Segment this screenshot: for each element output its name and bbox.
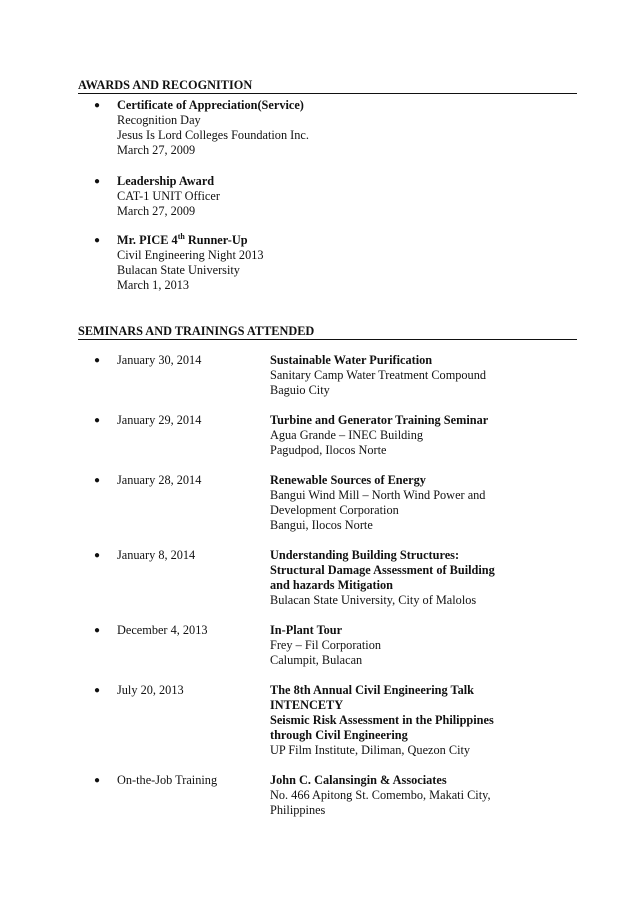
bullet-icon: ● [94,355,101,366]
seminar-title: through Civil Engineering [270,728,408,742]
seminar-details [270,413,488,458]
seminar-line: Bulacan State University, City of Malolos [270,593,477,607]
bullet-icon: ● [94,415,101,426]
seminar-title: Seismic Risk Assessment in the Philippines [270,713,494,727]
seminar-date: January 30, 2014 [117,353,202,367]
award-line: Recognition Day [117,113,201,127]
bullet-icon: ● [94,176,101,187]
seminar-details [270,473,485,533]
bullet-icon: ● [94,475,101,486]
award-title: Leadership Award [117,174,215,188]
seminar-title: and hazards Mitigation [270,578,393,592]
seminar-date: On-the-Job Training [117,773,218,787]
award-title: Mr. PICE 4th Runner-Up [117,232,248,247]
award-title: Certificate of Appreciation(Service) [117,98,304,112]
bullet-icon: ● [94,685,101,696]
award-line: Civil Engineering Night 2013 [117,248,264,262]
seminar-line: Sanitary Camp Water Treatment Compound [270,368,487,382]
seminar-title: Structural Damage Assessment of Building [270,563,495,577]
seminar-line: Development Corporation [270,503,399,517]
seminar-line: Pagudpod, Ilocos Norte [270,443,387,457]
seminar-date: July 20, 2013 [117,683,184,697]
seminar-line: Bangui, Ilocos Norte [270,518,373,532]
seminar-line: Philippines [270,803,326,817]
seminar-details [270,623,381,668]
seminar-details [270,773,491,818]
seminar-line: Agua Grande – INEC Building [270,428,424,442]
seminar-line: Calumpit, Bulacan [270,653,363,667]
seminar-title: INTENCETY [270,698,344,712]
seminar-line: Bangui Wind Mill – North Wind Power and [270,488,486,502]
award-line: March 1, 2013 [117,278,190,292]
seminar-title: Understanding Building Structures: [270,548,460,562]
award-line: March 27, 2009 [117,143,196,157]
bullet-icon: ● [94,775,101,786]
bullet-icon: ● [94,100,101,111]
seminar-line: Frey – Fil Corporation [270,638,382,652]
award-item [117,233,264,293]
seminar-title: Sustainable Water Purification [270,353,433,367]
seminar-title: John C. Calansingin & Associates [270,773,447,787]
award-line: Jesus Is Lord Colleges Foundation Inc. [117,128,309,142]
seminar-date: December 4, 2013 [117,623,208,637]
bullet-icon: ● [94,235,101,246]
seminar-title: The 8th Annual Civil Engineering Talk [270,683,474,697]
seminar-details [270,683,494,758]
award-item [117,174,220,219]
seminar-details [270,548,495,608]
seminar-date: January 28, 2014 [117,473,202,487]
seminar-details [270,353,486,398]
award-line: March 27, 2009 [117,204,196,218]
seminar-line: UP Film Institute, Diliman, Quezon City [270,743,471,757]
bullet-icon: ● [94,625,101,636]
award-line: CAT-1 UNIT Officer [117,189,220,203]
seminar-line: No. 466 Apitong St. Comembo, Makati City, [270,788,491,802]
seminar-line: Baguio City [270,383,330,397]
award-item [117,98,309,158]
seminar-title: Renewable Sources of Energy [270,473,426,487]
bullet-icon: ● [94,550,101,561]
seminar-title: Turbine and Generator Training Seminar [270,413,489,427]
seminar-title: In-Plant Tour [270,623,343,637]
awards-section-title: AWARDS AND RECOGNITION [78,78,577,94]
seminars-section-title: SEMINARS AND TRAININGS ATTENDED [78,324,577,340]
award-line: Bulacan State University [117,263,240,277]
seminar-date: January 29, 2014 [117,413,202,427]
seminar-date: January 8, 2014 [117,548,196,562]
